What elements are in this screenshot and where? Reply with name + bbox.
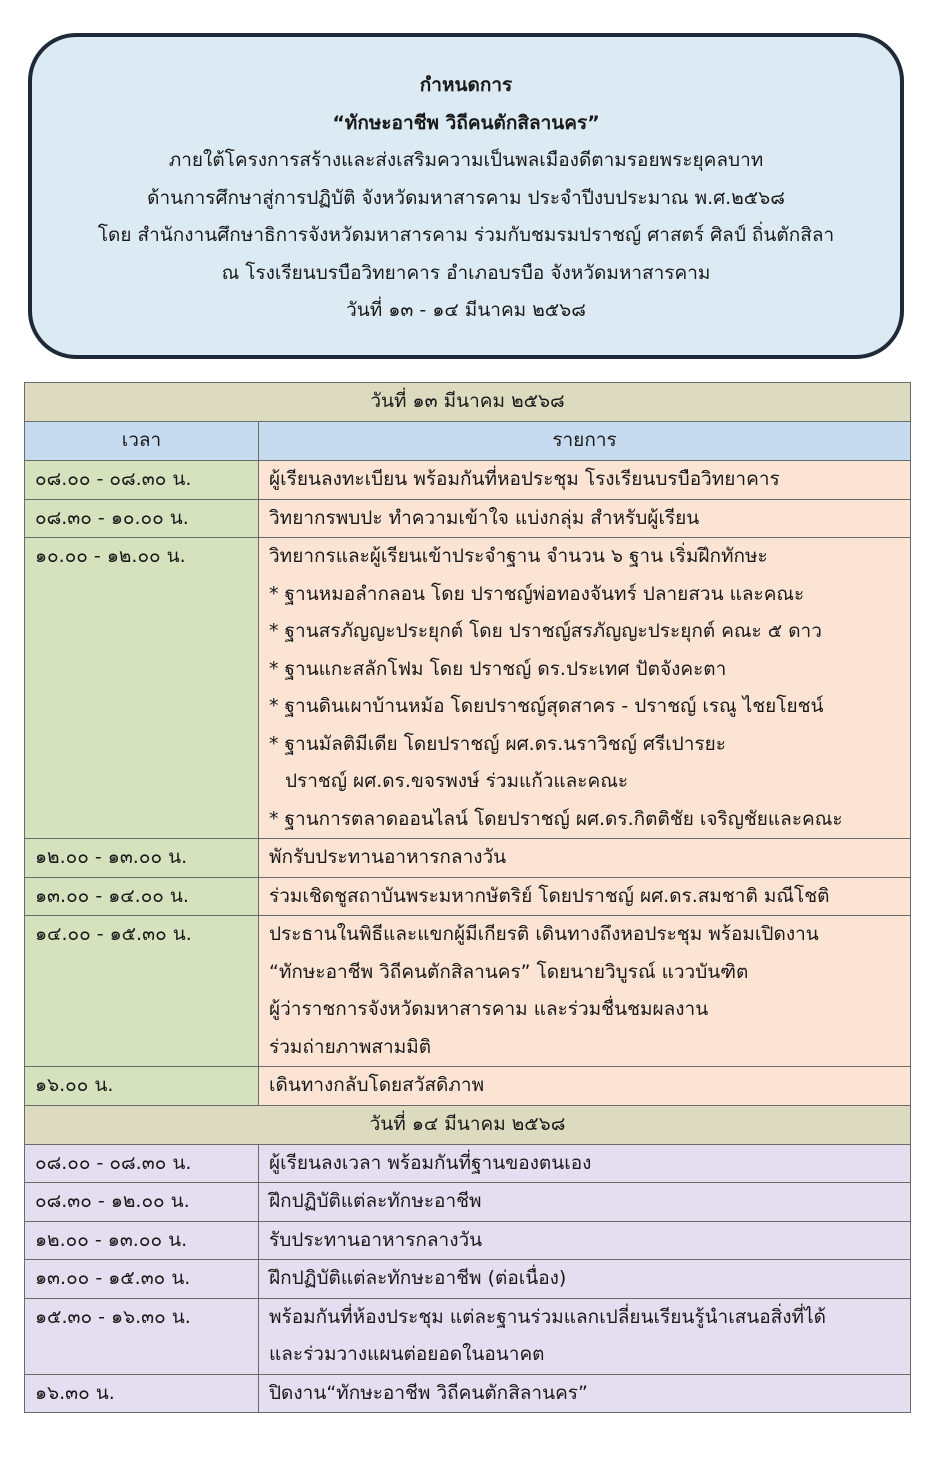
column-header-time: เวลา bbox=[25, 422, 259, 461]
activity-line: * ฐานมัลติมีเดีย โดยปราชญ์ ผศ.ดร.นราวิชญ์ ศรีเปารยะ bbox=[269, 732, 726, 755]
schedule-time: ๐๘.๓๐ - ๑๒.๐๐ น. bbox=[25, 1183, 259, 1222]
schedule-activity bbox=[259, 1374, 911, 1413]
schedule-time: ๑๖.๓๐ น. bbox=[25, 1374, 259, 1413]
schedule-row bbox=[25, 1144, 911, 1183]
activity-line: พักรับประทานอาหารกลางวัน bbox=[269, 846, 507, 868]
venue-line: ณ โรงเรียนบรบือวิทยาคาร อำเภอบรบือ จังหวัดมหาสารคาม bbox=[221, 261, 711, 284]
schedule-activity bbox=[259, 538, 911, 839]
project-line: ภายใต้โครงการสร้างและส่งเสริมความเป็นพลเมืองดีตามรอยพระยุคลบาท bbox=[168, 149, 764, 171]
schedule-row bbox=[25, 1067, 911, 1106]
event-name: “ทักษะอาชีพ วิถีคนตักสิลานคร” bbox=[332, 111, 600, 134]
activity-line: พร้อมกันที่ห้องประชุม แต่ละฐานร่วมแลกเปลี่ยนเรียนรู้นำเสนอสิ่งที่ได้ bbox=[269, 1305, 826, 1328]
schedule-time: ๑๓.๐๐ - ๑๕.๓๐ น. bbox=[25, 1260, 259, 1299]
date-line: วันที่ ๑๓ - ๑๔ มีนาคม ๒๕๖๘ bbox=[346, 299, 586, 321]
schedule-time: ๑๐.๐๐ - ๑๒.๐๐ น. bbox=[25, 538, 259, 839]
schedule-row bbox=[25, 1221, 911, 1260]
header-box bbox=[28, 33, 904, 359]
schedule-row bbox=[25, 1298, 911, 1374]
day1-heading: วันที่ ๑๓ มีนาคม ๒๕๖๘ bbox=[25, 383, 911, 422]
schedule-activity bbox=[259, 499, 911, 538]
activity-line: ฝึกปฏิบัติแต่ละทักษะอาชีพ (ต่อเนื่อง) bbox=[269, 1267, 567, 1289]
activity-line: ประธานในพิธีและแขกผู้มีเกียรติ เดินทางถึงหอประชุม พร้อมเปิดงาน bbox=[269, 923, 819, 945]
schedule-row bbox=[25, 916, 911, 1067]
schedule-row bbox=[25, 461, 911, 500]
activity-line: * ฐานหมอลำกลอน โดย ปราชญ์พ่อทองจันทร์ ปลายสวน และคณะ bbox=[269, 582, 805, 605]
activity-line: วิทยากรพบปะ ทำความเข้าใจ แบ่งกลุ่ม สำหรับผู้เรียน bbox=[269, 506, 700, 529]
activity-line: * ฐานสรภัญญะประยุกต์ โดย ปราชญ์สรภัญญะประยุกต์ คณะ ๕ ดาว bbox=[269, 620, 822, 642]
activity-line: ร่วมถ่ายภาพสามมิติ bbox=[269, 1035, 432, 1058]
schedule-time: ๑๕.๓๐ - ๑๖.๓๐ น. bbox=[25, 1298, 259, 1374]
activity-line: ผู้ว่าราชการจังหวัดมหาสารคาม และร่วมชื่นชมผลงาน bbox=[269, 998, 709, 1020]
schedule-time: ๐๘.๐๐ - ๐๘.๓๐ น. bbox=[25, 1144, 259, 1183]
schedule-activity bbox=[259, 839, 911, 878]
organizer-line: โดย สำนักงานศึกษาธิการจังหวัดมหาสารคาม ร่วมกับชมรมปราชญ์ ศาสตร์ ศิลป์ ถิ่นตักสิลา bbox=[97, 224, 835, 246]
project-line-2: ด้านการศึกษาสู่การปฏิบัติ จังหวัดมหาสารคาม ประจำปีงบประมาณ พ.ศ.๒๕๖๘ bbox=[147, 186, 785, 209]
schedule-time: ๑๒.๐๐ - ๑๓.๐๐ น. bbox=[25, 1221, 259, 1260]
column-header-activity: รายการ bbox=[259, 422, 911, 461]
activity-line: * ฐานดินเผาบ้านหม้อ โดยปราชญ์สุดสาคร - ปราชญ์ เรณู ไชยโยชน์ bbox=[269, 695, 824, 717]
schedule-row bbox=[25, 1260, 911, 1299]
schedule-activity bbox=[259, 1183, 911, 1222]
schedule-row bbox=[25, 1374, 911, 1413]
schedule-row bbox=[25, 1183, 911, 1222]
activity-line: * ฐานการตลาดออนไลน์ โดยปราชญ์ ผศ.ดร.กิตติชัย เจริญชัยและคณะ bbox=[269, 807, 843, 830]
schedule-time: ๑๔.๐๐ - ๑๕.๓๐ น. bbox=[25, 916, 259, 1067]
schedule-row bbox=[25, 499, 911, 538]
activity-line: ฝึกปฏิบัติแต่ละทักษะอาชีพ bbox=[269, 1190, 482, 1212]
activity-line: วิทยากรและผู้เรียนเข้าประจำฐาน จำนวน ๖ ฐาน เริ่มฝึกทักษะ bbox=[269, 545, 768, 567]
schedule-activity bbox=[259, 916, 911, 1067]
schedule-row bbox=[25, 538, 911, 839]
activity-line: เดินทางกลับโดยสวัสดิภาพ bbox=[269, 1074, 485, 1096]
schedule-time: ๑๒.๐๐ - ๑๓.๐๐ น. bbox=[25, 839, 259, 878]
schedule-activity bbox=[259, 877, 911, 916]
schedule-activity bbox=[259, 1067, 911, 1106]
schedule-activity bbox=[259, 1144, 911, 1183]
schedule-time: ๐๘.๓๐ - ๑๐.๐๐ น. bbox=[25, 499, 259, 538]
activity-line: * ฐานแกะสลักโฟม โดย ปราชญ์ ดร.ประเทศ ปัตจังคะตา bbox=[269, 657, 727, 680]
schedule-time: ๐๘.๐๐ - ๐๘.๓๐ น. bbox=[25, 461, 259, 500]
activity-line: ผู้เรียนลงทะเบียน พร้อมกันที่หอประชุม โรงเรียนบรบือวิทยาคาร bbox=[269, 468, 780, 490]
activity-line: รับประทานอาหารกลางวัน bbox=[269, 1228, 483, 1251]
schedule-activity bbox=[259, 1221, 911, 1260]
day2-heading: วันที่ ๑๔ มีนาคม ๒๕๖๘ bbox=[25, 1105, 911, 1144]
activity-line: “ทักษะอาชีพ วิถีคนตักสิลานคร” โดยนายวิบูรณ์ แววบันฑิต bbox=[269, 960, 749, 983]
activity-line: ร่วมเชิดชูสถาบันพระมหากษัตริย์ โดยปราชญ์ ผศ.ดร.สมชาติ มณีโชติ bbox=[269, 884, 830, 907]
day2-heading-row bbox=[25, 1105, 911, 1144]
schedule-time: ๑๖.๐๐ น. bbox=[25, 1067, 259, 1106]
document-title: กำหนดการ bbox=[419, 74, 513, 96]
activity-line: ปราชญ์ ผศ.ดร.ขจรพงษ์ ร่วมแก้วและคณะ bbox=[285, 770, 629, 792]
schedule-row bbox=[25, 839, 911, 878]
schedule-activity bbox=[259, 1298, 911, 1374]
schedule-activity bbox=[259, 461, 911, 500]
schedule-time: ๑๓.๐๐ - ๑๔.๐๐ น. bbox=[25, 877, 259, 916]
activity-line: และร่วมวางแผนต่อยอดในอนาคต bbox=[269, 1343, 545, 1365]
schedule-row bbox=[25, 877, 911, 916]
schedule-table bbox=[24, 382, 911, 1413]
column-header-row bbox=[25, 422, 911, 461]
day1-heading-row bbox=[25, 383, 911, 422]
activity-line: ปิดงาน“ทักษะอาชีพ วิถีคนตักสิลานคร” bbox=[269, 1381, 588, 1404]
schedule-activity bbox=[259, 1260, 911, 1299]
activity-line: ผู้เรียนลงเวลา พร้อมกันที่ฐานของตนเอง bbox=[269, 1151, 592, 1174]
